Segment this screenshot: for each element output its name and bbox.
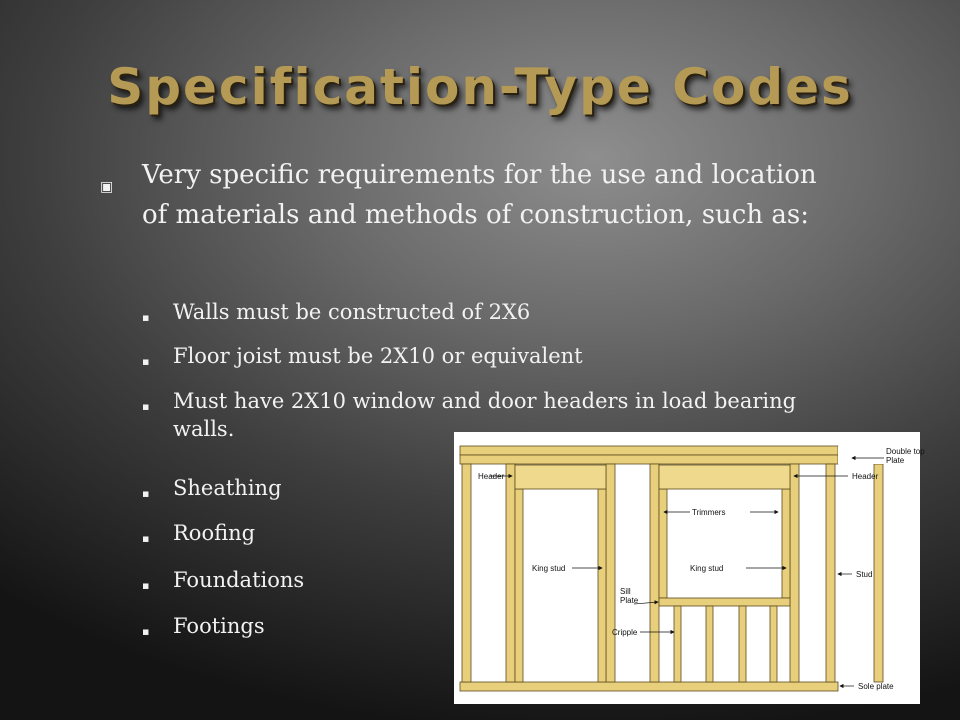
label-double-top-plate: Plate	[886, 456, 905, 465]
label-sill-plate: Plate	[620, 596, 639, 605]
trimmer	[515, 489, 523, 682]
label-sole-plate: Sole plate	[858, 682, 894, 691]
cripple	[706, 606, 713, 682]
label-cripple: Cripple	[612, 628, 638, 637]
trimmer	[782, 489, 790, 598]
king-stud	[606, 464, 615, 682]
sole-plate	[460, 682, 838, 691]
slide-title: Specification-Type Codes	[107, 58, 853, 116]
label-king-stud-left: King stud	[532, 564, 566, 573]
sub-bullet-text: Foundations	[173, 568, 305, 592]
sub-bullet	[142, 612, 265, 640]
sub-bullet-text: Sheathing	[173, 476, 282, 500]
wall-framing-svg	[454, 432, 925, 704]
label-header-left: Header	[478, 472, 505, 481]
label-double-top: Double top	[886, 447, 925, 456]
trimmer	[659, 489, 667, 598]
door-header	[515, 465, 606, 489]
label-sill: Sill	[620, 587, 631, 596]
top-plate-lower	[460, 455, 838, 464]
sub-bullet-text: Must have 2X10 window and door headers in load bearing walls.	[173, 389, 797, 441]
sub-bullet-text: Footings	[173, 614, 265, 638]
sub-bullet	[142, 474, 282, 502]
sub-bullet	[142, 298, 530, 326]
sub-bullet	[142, 566, 304, 594]
stud	[462, 464, 471, 682]
cripple	[770, 606, 777, 682]
top-plate-upper	[460, 446, 838, 455]
sub-bullet-text: Walls must be constructed of 2X6	[173, 300, 531, 324]
label-king-stud-middle: King stud	[690, 564, 724, 573]
wall-framing-diagram	[454, 432, 925, 704]
cripple	[674, 606, 681, 682]
label-trimmers: Trimmers	[692, 508, 726, 517]
cripple	[739, 606, 746, 682]
stud	[826, 464, 835, 682]
stud	[874, 464, 883, 682]
king-stud	[790, 464, 799, 682]
main-bullet-text: Very specific requirements for the use and location of materials and methods of construction, such as:	[142, 160, 817, 230]
sub-bullet-text: Floor joist must be 2X10 or equivalent	[173, 344, 583, 368]
main-bullet	[100, 155, 820, 235]
sub-bullet-icon: ▪	[142, 487, 150, 500]
window-header	[659, 465, 790, 489]
king-stud	[650, 464, 659, 682]
bullet-icon: ▣	[100, 179, 114, 195]
sub-bullet-text: Roofing	[173, 521, 256, 545]
king-stud	[506, 464, 515, 682]
sub-bullet-icon: ▪	[142, 355, 150, 368]
sill-plate	[659, 598, 790, 606]
sub-bullet-icon: ▪	[142, 311, 150, 324]
label-header-right: Header	[852, 472, 879, 481]
sub-bullet-icon: ▪	[142, 532, 150, 545]
label-stud: Stud	[856, 570, 873, 579]
sub-bullet	[142, 342, 583, 370]
sub-bullet	[142, 519, 255, 547]
sub-bullet-icon: ▪	[142, 625, 150, 638]
sub-bullet-icon: ▪	[142, 579, 150, 592]
sub-bullet-icon: ▪	[142, 400, 150, 413]
trimmer	[598, 489, 606, 682]
